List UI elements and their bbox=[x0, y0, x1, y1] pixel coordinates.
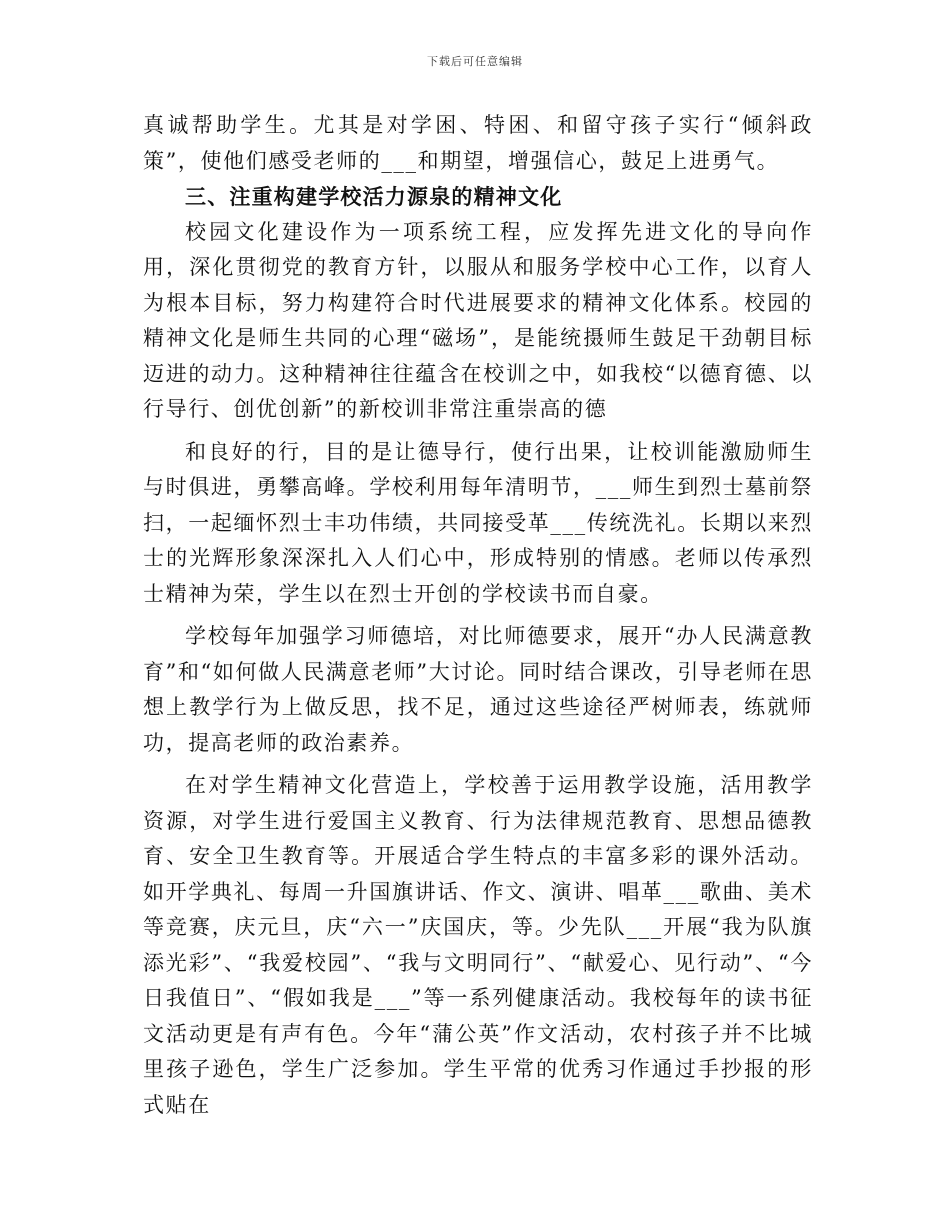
page-header: 下载后可任意编辑 bbox=[427, 55, 523, 68]
paragraph-student-culture: 在对学生精神文化营造上，学校善于运用教学设施，活用教学资源，对学生进行爱国主义教育、行为法律规范教育、思想品德教育、安全卫生教育等。开展适合学生特点的丰富多彩的课外活动。如开学典礼、每周一升国旗讲话、作文、演讲、唱革___歌曲、美术等竞赛，庆元旦，庆“六一”庆国庆，等。少先队___开展“我为队旗添光彩”、“我爱校园”、“我与文明同行”、“献爱心、见行动”、“今日我值日”、“假如我是___”等一系列健康活动。我校每年的读书征文活动更是有声有色。今年“蒲公英”作文活动，农村孩子并不比城里孩子逊色，学生广泛参加。学生平常的优秀习作通过手抄报的形式贴在 bbox=[143, 773, 813, 1117]
paragraph-continuation: 真诚帮助学生。尤其是对学困、特困、和留守孩子实行“倾斜政策”，使他们感受老师的___和期望，增强信心，鼓足上进勇气。 bbox=[143, 113, 813, 173]
paragraph-campus-culture: 校园文化建设作为一项系统工程，应发挥先进文化的导向作用，深化贯彻党的教育方针，以服从和服务学校中心工作，以育人为根本目标，努力构建符合时代进展要求的精神文化体系。校园的精神文化是师生共同的心理“磁场”，是能统摄师生鼓足干劲朝目标迈进的动力。这种精神往往蕴含在校训之中，如我校“以德育德、以行导行、创优创新”的新校训非常注重崇高的德 bbox=[143, 219, 813, 421]
section-heading: 三、注重构建学校活力源泉的精神文化 bbox=[185, 184, 563, 209]
document-body bbox=[143, 108, 813, 1123]
paragraph-school-motto: 和良好的行，目的是让德导行，使行出果，让校训能激励师生与时俱进，勇攀高峰。学校利用每年清明节，___师生到烈士墓前祭扫，一起缅怀烈士丰功伟绩，共同接受革___传统洗礼。长期以来烈士的光辉形象深深扎入人们心中，形成特别的情感。老师以传承烈士精神为荣，学生以在烈士开创的学校读书而自豪。 bbox=[143, 439, 813, 606]
paragraph-teacher-ethics: 学校每年加强学习师德培，对比师德要求，展开“办人民满意教育”和“如何做人民满意老师”大讨论。同时结合课改，引导老师在思想上教学行为上做反思，找不足，通过这些途径严树师表，练就师功，提高老师的政治素养。 bbox=[143, 624, 813, 755]
